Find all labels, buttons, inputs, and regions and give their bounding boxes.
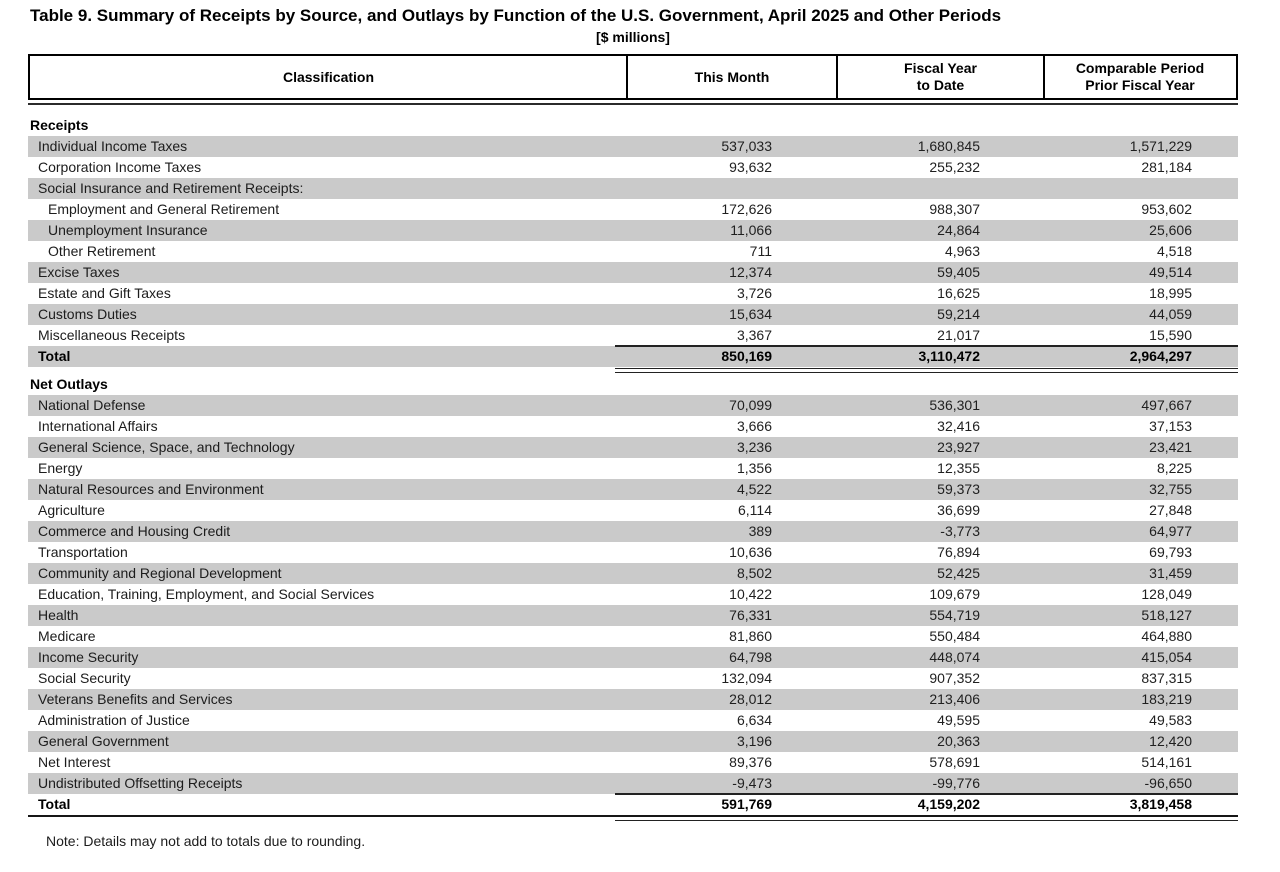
cell-value: 76,894 (937, 544, 980, 560)
cell-value: 28,012 (729, 691, 772, 707)
cell-value: 10,422 (729, 586, 772, 602)
cell-value: 183,219 (1141, 691, 1192, 707)
cell-value: 89,376 (729, 754, 772, 770)
row-label: Natural Resources and Environment (38, 481, 264, 497)
cell-value: 988,307 (929, 201, 980, 217)
row-label: Undistributed Offsetting Receipts (38, 775, 243, 791)
cell-value: 12,355 (937, 460, 980, 476)
table-row (28, 136, 1238, 157)
cell-value: 550,484 (929, 628, 980, 644)
cell-value: 8,502 (736, 565, 772, 581)
cell-value: 4,522 (736, 481, 772, 497)
cell-value: 16,625 (937, 285, 980, 301)
cell-value: 70,099 (729, 397, 772, 413)
cell-value: 3,367 (736, 327, 772, 343)
cell-value: 3,726 (736, 285, 772, 301)
table-subtitle: [$ millions] (596, 29, 670, 45)
cell-value: 23,927 (937, 439, 980, 455)
table-row (28, 325, 1238, 346)
table-row (28, 752, 1238, 773)
cell-value: 6,634 (736, 712, 772, 728)
cell-value: 6,114 (738, 502, 772, 518)
table-row (28, 689, 1238, 710)
cell-value: 24,864 (937, 222, 980, 238)
row-label: Social Security (38, 670, 131, 686)
cell-value: 109,679 (929, 586, 980, 602)
row-label: Veterans Benefits and Services (38, 691, 233, 707)
cell-value: 31,459 (1149, 565, 1192, 581)
row-label: Corporation Income Taxes (38, 159, 202, 175)
column-header-comparable-period (1044, 56, 1236, 98)
column-header-fiscal-year-to-date (837, 56, 1044, 98)
cell-value: 18,995 (1149, 285, 1192, 301)
cell-value: 3,666 (736, 418, 772, 434)
row-label: Excise Taxes (38, 264, 120, 280)
cell-value: 81,860 (729, 628, 772, 644)
row-label: Individual Income Taxes (38, 138, 188, 154)
cell-value: 32,416 (937, 418, 980, 434)
row-label: Miscellaneous Receipts (38, 327, 186, 343)
page-title: Table 9. Summary of Receipts by Source, and Outlays by Function of the U.S. Government, April 2025 and Other Periods (30, 6, 1002, 25)
table-row (28, 479, 1238, 500)
cell-value: 20,363 (937, 733, 980, 749)
column-header-label: Comparable Period (1075, 60, 1205, 76)
table-header (28, 54, 1238, 100)
cell-value: 49,583 (1149, 712, 1192, 728)
cell-value: 52,425 (937, 565, 980, 581)
cell-value: 93,632 (729, 159, 772, 175)
cell-value: 36,699 (937, 502, 980, 518)
cell-value: 3,236 (736, 439, 772, 455)
cell-value: 281,184 (1141, 159, 1192, 175)
cell-value: 578,691 (929, 754, 980, 770)
row-label: Education, Training, Employment, and Social Services (38, 586, 375, 602)
table-body (28, 115, 1238, 825)
bottom-rule-segment (615, 820, 1238, 822)
cell-value: -9,473 (732, 775, 772, 791)
column-divider (1043, 56, 1045, 98)
cell-value: 27,848 (1149, 502, 1192, 518)
table-row (28, 773, 1238, 794)
cell-value: 64,798 (729, 649, 772, 665)
cell-value: 59,373 (937, 481, 980, 497)
row-label: Total (38, 796, 71, 812)
row-label: Income Security (38, 649, 139, 665)
cell-value: -3,773 (940, 523, 980, 539)
row-label: Estate and Gift Taxes (38, 285, 171, 301)
table-row (28, 157, 1238, 178)
cell-value: 1,356 (736, 460, 772, 476)
table-row (28, 647, 1238, 668)
cell-value: 497,667 (1141, 397, 1192, 413)
row-label: Receipts (30, 117, 89, 133)
cell-value: -96,650 (1144, 775, 1192, 791)
cell-value: 255,232 (929, 159, 980, 175)
column-header-label: Classification (282, 68, 375, 85)
cell-value: 464,880 (1141, 628, 1192, 644)
section-header-row (28, 115, 1238, 136)
row-label: Unemployment Insurance (48, 222, 208, 238)
table-row (28, 220, 1238, 241)
cell-value: 25,606 (1149, 222, 1192, 238)
column-header-label: This Month (694, 68, 770, 85)
cell-value: 172,626 (721, 201, 772, 217)
cell-value: 15,634 (729, 306, 772, 322)
cell-value: 837,315 (1141, 670, 1192, 686)
row-label: Commerce and Housing Credit (38, 523, 231, 539)
row-label: National Defense (38, 397, 146, 413)
column-divider (626, 56, 628, 98)
row-label: Net Outlays (30, 376, 108, 392)
cell-value: 21,017 (937, 327, 980, 343)
cell-value: 1,571,229 (1129, 138, 1192, 154)
footnote: Note: Details may not add to totals due to rounding. (46, 833, 366, 849)
cell-value: 32,755 (1149, 481, 1192, 497)
cell-value: 591,769 (721, 796, 772, 812)
row-label: General Government (38, 733, 169, 749)
cell-value: -99,776 (932, 775, 980, 791)
cell-value: 536,301 (929, 397, 980, 413)
total-rule-top (615, 345, 1238, 347)
cell-value: 59,214 (937, 306, 980, 322)
total-row (28, 346, 1238, 367)
cell-value: 554,719 (929, 607, 980, 623)
cell-value: 3,110,472 (918, 348, 980, 364)
cell-value: 23,421 (1149, 439, 1192, 455)
table-row (28, 626, 1238, 647)
cell-value: 537,033 (721, 138, 772, 154)
row-label: General Science, Space, and Technology (38, 439, 295, 455)
table-row (28, 458, 1238, 479)
cell-value: 69,793 (1149, 544, 1192, 560)
cell-value: 907,352 (929, 670, 980, 686)
row-label: Medicare (38, 628, 96, 644)
row-label: Total (38, 348, 71, 364)
column-header-this-month (627, 56, 837, 98)
cell-value: 4,159,202 (917, 796, 980, 812)
cell-value: 2,964,297 (1129, 348, 1192, 364)
cell-value: 4,518 (1156, 243, 1192, 259)
cell-value: 953,602 (1141, 201, 1192, 217)
double-rule (28, 367, 1238, 374)
cell-value: 3,819,458 (1129, 796, 1192, 812)
cell-value: 3,196 (736, 733, 772, 749)
table-row (28, 416, 1238, 437)
total-row (28, 794, 1238, 815)
row-label: Administration of Justice (38, 712, 190, 728)
table-row (28, 731, 1238, 752)
column-header-label: Fiscal Year (904, 60, 977, 76)
cell-value: 11,066 (730, 222, 772, 238)
cell-value: 514,161 (1141, 754, 1192, 770)
cell-value: 76,331 (729, 607, 772, 623)
cell-value: 213,406 (929, 691, 980, 707)
column-divider (836, 56, 838, 98)
table-row (28, 199, 1238, 220)
cell-value: 850,169 (721, 348, 772, 364)
cell-value: 64,977 (1149, 523, 1192, 539)
bottom-rule-full (28, 815, 1238, 817)
cell-value: 415,054 (1141, 649, 1192, 665)
column-header-classification (30, 56, 627, 98)
row-label: Customs Duties (38, 306, 137, 322)
table-row (28, 710, 1238, 731)
row-label: Social Insurance and Retirement Receipts: (38, 180, 304, 196)
table-row (28, 521, 1238, 542)
cell-value: 59,405 (937, 264, 980, 280)
table-row (28, 241, 1238, 262)
row-label: Health (38, 607, 79, 623)
table-bottom-rule (28, 815, 1238, 825)
table-row (28, 178, 1238, 199)
row-label: Transportation (38, 544, 128, 560)
cell-value: 4,963 (944, 243, 980, 259)
cell-value: 15,590 (1149, 327, 1192, 343)
cell-value: 49,595 (937, 712, 980, 728)
row-label: Agriculture (38, 502, 105, 518)
cell-value: 12,374 (729, 264, 772, 280)
row-label: Community and Regional Development (38, 565, 282, 581)
cell-value: 12,420 (1149, 733, 1192, 749)
cell-value: 10,636 (729, 544, 772, 560)
cell-value: 448,074 (929, 649, 980, 665)
row-label: Net Interest (38, 754, 111, 770)
table-row (28, 304, 1238, 325)
table-row (28, 437, 1238, 458)
header-underline (28, 103, 1238, 105)
row-label: Other Retirement (48, 243, 156, 259)
table-row (28, 262, 1238, 283)
cell-value: 37,153 (1149, 418, 1192, 434)
total-rule-top (615, 793, 1238, 795)
table-row (28, 563, 1238, 584)
row-label: International Affairs (38, 418, 158, 434)
table-row (28, 500, 1238, 521)
table-row (28, 605, 1238, 626)
column-header-label: to Date (916, 77, 965, 93)
cell-value: 8,225 (1156, 460, 1192, 476)
cell-value: 44,059 (1149, 306, 1192, 322)
cell-value: 711 (749, 243, 772, 259)
section-header-row (28, 374, 1238, 395)
table-row (28, 584, 1238, 605)
cell-value: 1,680,845 (917, 138, 980, 154)
table-row (28, 668, 1238, 689)
cell-value: 518,127 (1141, 607, 1192, 623)
double-rule-line (615, 368, 1238, 373)
table-row (28, 283, 1238, 304)
table-row (28, 395, 1238, 416)
row-label: Energy (38, 460, 83, 476)
cell-value: 49,514 (1149, 264, 1192, 280)
table-row (28, 542, 1238, 563)
row-label: Employment and General Retirement (48, 201, 280, 217)
cell-value: 132,094 (721, 670, 772, 686)
cell-value: 389 (748, 523, 772, 539)
cell-value: 128,049 (1141, 586, 1192, 602)
column-header-label: Prior Fiscal Year (1085, 77, 1195, 93)
